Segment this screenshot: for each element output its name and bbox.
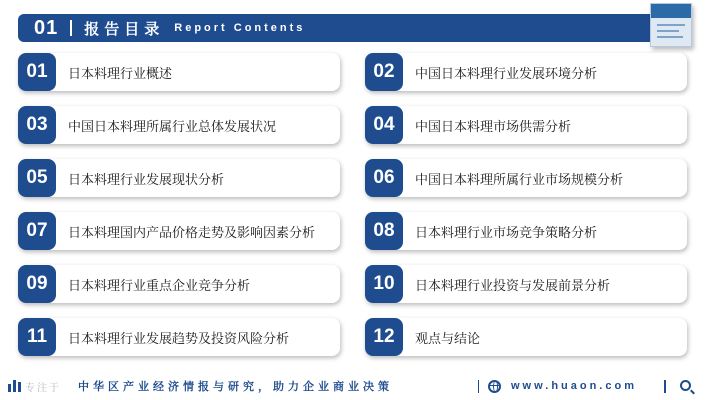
toc-item-02[interactable] xyxy=(365,53,687,91)
toc-number: 09 xyxy=(18,265,56,303)
toc-number: 10 xyxy=(365,265,403,303)
footer-logo xyxy=(8,376,61,396)
toc-number: 05 xyxy=(18,159,56,197)
toc-label: 日本料理行业概述 xyxy=(68,66,173,82)
toc-number: 12 xyxy=(365,318,403,356)
footer-divider xyxy=(478,380,479,393)
globe-icon xyxy=(488,380,501,393)
toc-item-03[interactable] xyxy=(18,106,340,144)
toc-number: 03 xyxy=(18,106,56,144)
toc-number: 04 xyxy=(365,106,403,144)
toc-item-10[interactable] xyxy=(365,265,687,303)
toc-label: 中国日本料理所属行业市场规模分析 xyxy=(415,172,624,188)
footer-divider xyxy=(664,380,666,393)
toc-item-05[interactable] xyxy=(18,159,340,197)
toc-item-01[interactable] xyxy=(18,53,340,91)
section-banner xyxy=(18,14,668,42)
toc-number: 06 xyxy=(365,159,403,197)
toc-label: 中国日本料理所属行业总体发展状况 xyxy=(68,119,277,135)
toc-item-07[interactable] xyxy=(18,212,340,250)
toc-label: 中国日本料理行业发展环境分析 xyxy=(415,66,598,82)
search-icon[interactable] xyxy=(680,380,691,391)
report-cover-icon xyxy=(650,3,692,47)
toc-item-09[interactable] xyxy=(18,265,340,303)
toc-label: 日本料理国内产品价格走势及影响因素分析 xyxy=(68,225,316,241)
toc-number: 08 xyxy=(365,212,403,250)
toc-item-08[interactable] xyxy=(365,212,687,250)
toc-item-11[interactable] xyxy=(18,318,340,356)
footer-logo-text: 专注于 xyxy=(25,382,61,394)
section-number: 01 xyxy=(34,16,59,39)
toc-number: 07 xyxy=(18,212,56,250)
toc-label: 日本料理行业重点企业竞争分析 xyxy=(68,278,251,294)
toc-label: 日本料理行业发展现状分析 xyxy=(68,172,225,188)
website-url[interactable]: www.huaon.com xyxy=(511,380,637,392)
footer xyxy=(0,376,705,396)
toc-number: 01 xyxy=(18,53,56,91)
toc-item-04[interactable] xyxy=(365,106,687,144)
section-title: 报告目录 xyxy=(84,19,165,38)
toc-number: 02 xyxy=(365,53,403,91)
toc-label: 中国日本料理市场供需分析 xyxy=(415,119,572,135)
toc-item-12[interactable] xyxy=(365,318,687,356)
toc-label: 日本料理行业市场竞争策略分析 xyxy=(415,225,598,241)
toc-label: 观点与结论 xyxy=(415,331,481,347)
toc-label: 日本料理行业发展趋势及投资风险分析 xyxy=(68,331,290,347)
footer-website[interactable] xyxy=(488,376,637,396)
toc-item-06[interactable] xyxy=(365,159,687,197)
logo-bars-icon xyxy=(8,380,21,392)
toc-label: 日本料理行业投资与发展前景分析 xyxy=(415,278,611,294)
section-subtitle: Report Contents xyxy=(174,22,306,34)
footer-slogan: 中华区产业经济情报与研究，助力企业商业决策 xyxy=(78,380,393,393)
banner-divider xyxy=(70,20,72,36)
toc-number: 11 xyxy=(18,318,56,356)
